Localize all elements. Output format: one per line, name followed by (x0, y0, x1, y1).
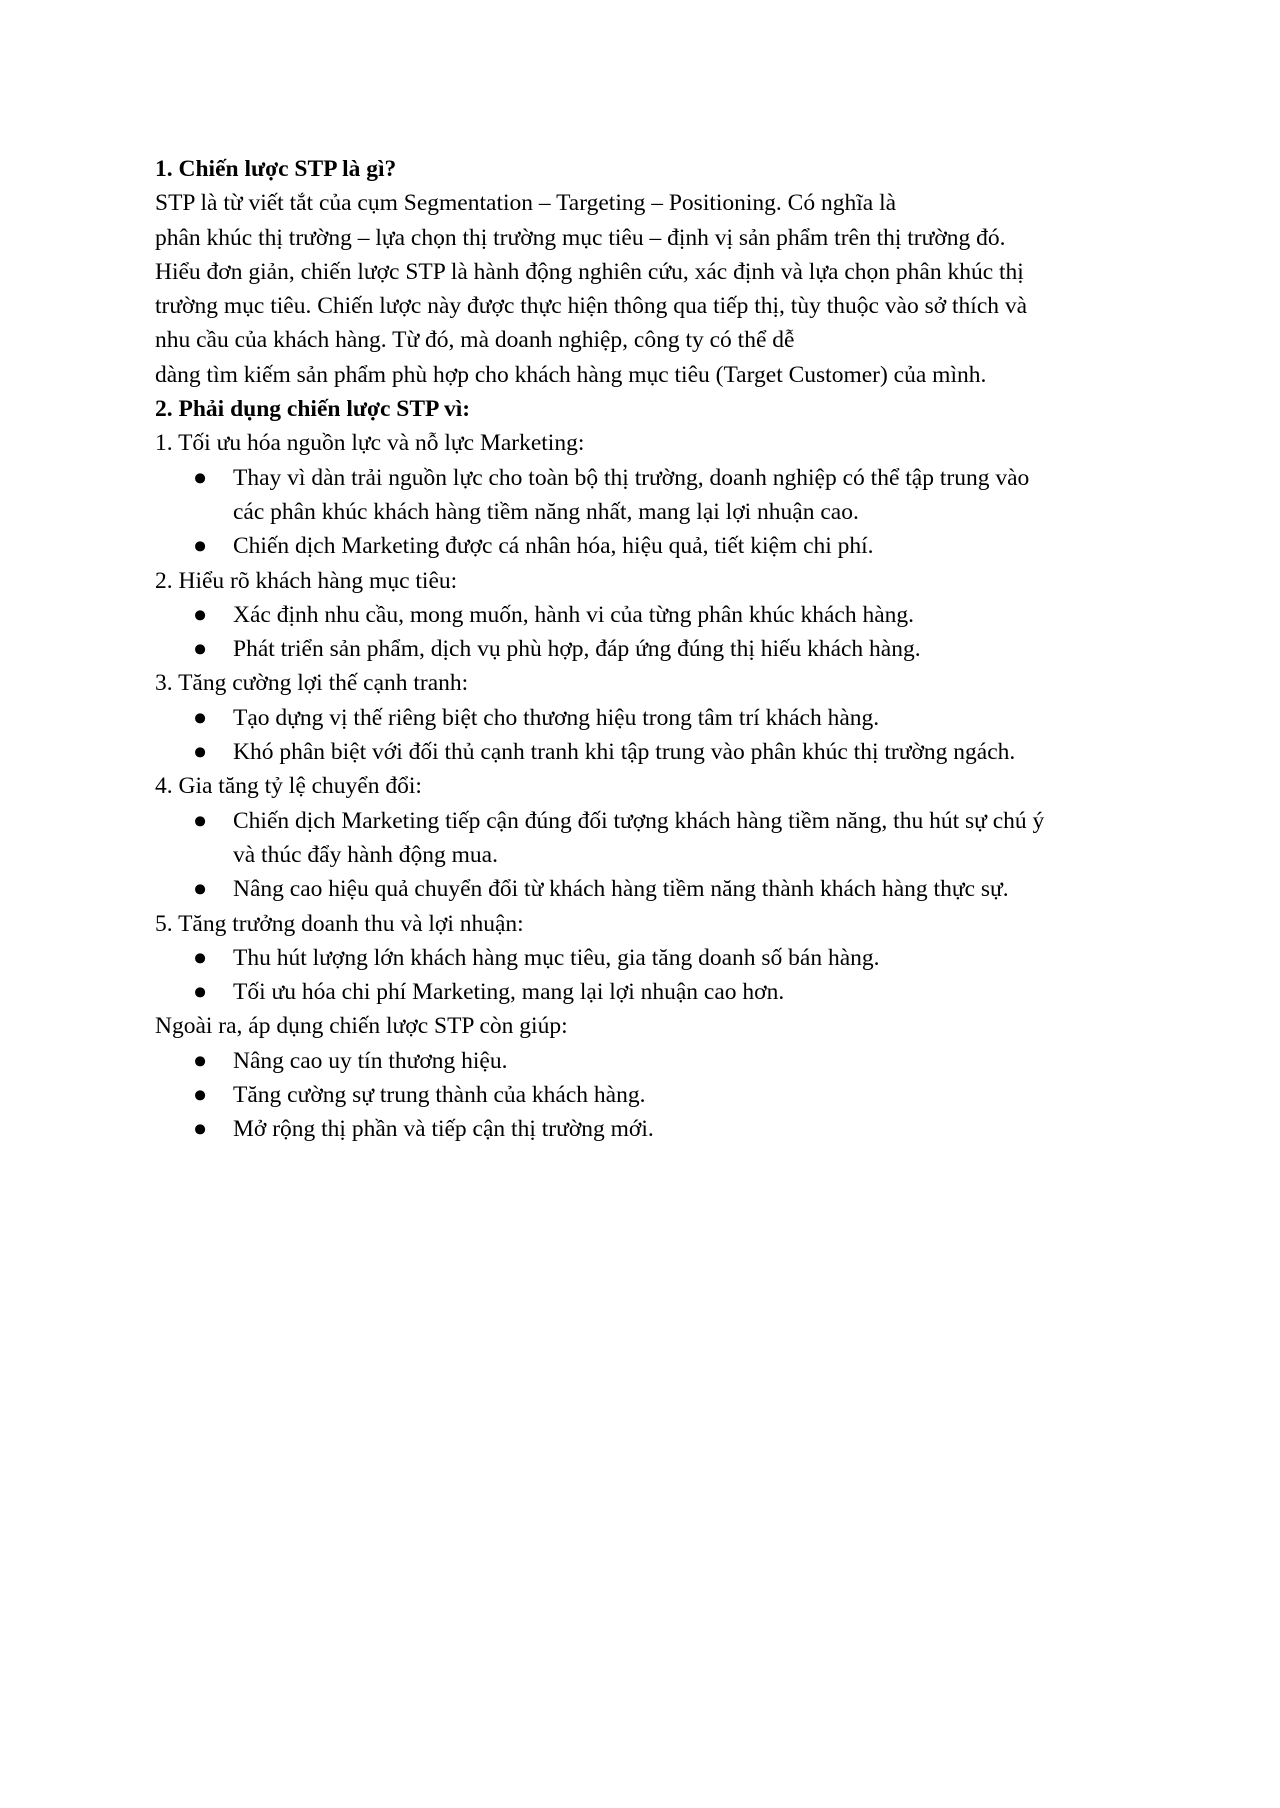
bullet-icon: ● (193, 1082, 208, 1109)
paragraph-line: STP là từ viết tắt của cụm Segmentation – Targeting – Positioning. Có nghĩa là (155, 190, 897, 217)
point-title: 2. Hiểu rõ khách hàng mục tiêu: (155, 567, 458, 594)
paragraph-line: nhu cầu của khách hàng. Từ đó, mà doanh nghiệp, công ty có thể dễ (155, 327, 795, 354)
extra-title: Ngoài ra, áp dụng chiến lược STP còn giúp: (155, 1013, 568, 1040)
list-item (155, 1112, 1145, 1146)
bullet-icon: ● (193, 704, 208, 731)
point-title: 1. Tối ưu hóa nguồn lực và nỗ lực Marketing: (155, 430, 585, 457)
bullet-icon: ● (193, 636, 208, 663)
point-title: 5. Tăng trưởng doanh thu và lợi nhuận: (155, 910, 524, 937)
bullet-text: Mở rộng thị phần và tiếp cận thị trường mới. (233, 1116, 654, 1143)
list-item (155, 598, 1145, 632)
document-body (155, 152, 1145, 1147)
bullet-icon: ● (193, 601, 208, 628)
point-title: 4. Gia tăng tỷ lệ chuyển đổi: (155, 773, 422, 800)
bullet-text: Chiến dịch Marketing tiếp cận đúng đối tượng khách hàng tiềm năng, thu hút sự chú ý (233, 807, 1045, 834)
bullet-text: Tối ưu hóa chi phí Marketing, mang lại lợi nhuận cao hơn. (233, 979, 785, 1006)
bullet-icon: ● (193, 944, 208, 971)
list-item (155, 529, 1145, 563)
list-item (155, 701, 1145, 735)
bullet-text: Phát triển sản phẩm, dịch vụ phù hợp, đáp ứng đúng thị hiếu khách hàng. (233, 636, 921, 663)
list-item (155, 872, 1145, 906)
bullet-icon: ● (193, 807, 208, 834)
list-item (155, 975, 1145, 1009)
bullet-icon: ● (193, 1116, 208, 1143)
section-1-heading: 1. Chiến lược STP là gì? (155, 156, 397, 182)
bullet-icon: ● (193, 739, 208, 766)
bullet-text: Xác định nhu cầu, mong muốn, hành vi của từng phân khúc khách hàng. (233, 601, 915, 628)
bullet-icon: ● (193, 979, 208, 1006)
bullet-text: Nâng cao uy tín thương hiệu. (233, 1047, 508, 1074)
list-item (155, 461, 1145, 530)
paragraph-line: trường mục tiêu. Chiến lược này được thực hiện thông qua tiếp thị, tùy thuộc vào sở thích và (155, 293, 1028, 320)
point-title: 3. Tăng cường lợi thế cạnh tranh: (155, 670, 469, 697)
bullet-icon: ● (193, 876, 208, 903)
paragraph-line: dàng tìm kiếm sản phẩm phù hợp cho khách hàng mục tiêu (Target Customer) của mình. (155, 361, 987, 388)
section-2-heading: 2. Phải dụng chiến lược STP vì: (155, 396, 471, 423)
list-item (155, 735, 1145, 769)
list-item (155, 941, 1145, 975)
list-item (155, 1078, 1145, 1112)
paragraph-line: Hiểu đơn giản, chiến lược STP là hành động nghiên cứu, xác định và lựa chọn phân khúc thị (155, 258, 1024, 285)
bullet-icon: ● (193, 1047, 208, 1074)
bullet-text: Tăng cường sự trung thành của khách hàng. (233, 1082, 646, 1109)
bullet-text: Thu hút lượng lớn khách hàng mục tiêu, gia tăng doanh số bán hàng. (233, 944, 880, 971)
list-item (155, 1044, 1145, 1078)
paragraph-line: phân khúc thị trường – lựa chọn thị trường mục tiêu – định vị sản phẩm trên thị trường đó. (155, 224, 1006, 251)
list-item (155, 632, 1145, 666)
bullet-text: và thúc đẩy hành động mua. (233, 841, 498, 868)
bullet-text: Chiến dịch Marketing được cá nhân hóa, hiệu quả, tiết kiệm chi phí. (233, 533, 874, 560)
bullet-icon: ● (193, 464, 208, 491)
bullet-text: Tạo dựng vị thế riêng biệt cho thương hiệu trong tâm trí khách hàng. (233, 704, 880, 731)
list-item (155, 804, 1145, 873)
bullet-text: Thay vì dàn trải nguồn lực cho toàn bộ thị trường, doanh nghiệp có thể tập trung vào (233, 464, 1030, 491)
bullet-icon: ● (193, 533, 208, 560)
bullet-text: Nâng cao hiệu quả chuyển đổi từ khách hàng tiềm năng thành khách hàng thực sự. (233, 876, 1009, 903)
bullet-text: các phân khúc khách hàng tiềm năng nhất, mang lại lợi nhuận cao. (233, 498, 859, 525)
bullet-text: Khó phân biệt với đối thủ cạnh tranh khi tập trung vào phân khúc thị trường ngách. (233, 739, 1016, 766)
section-1-paragraph (155, 186, 1145, 392)
